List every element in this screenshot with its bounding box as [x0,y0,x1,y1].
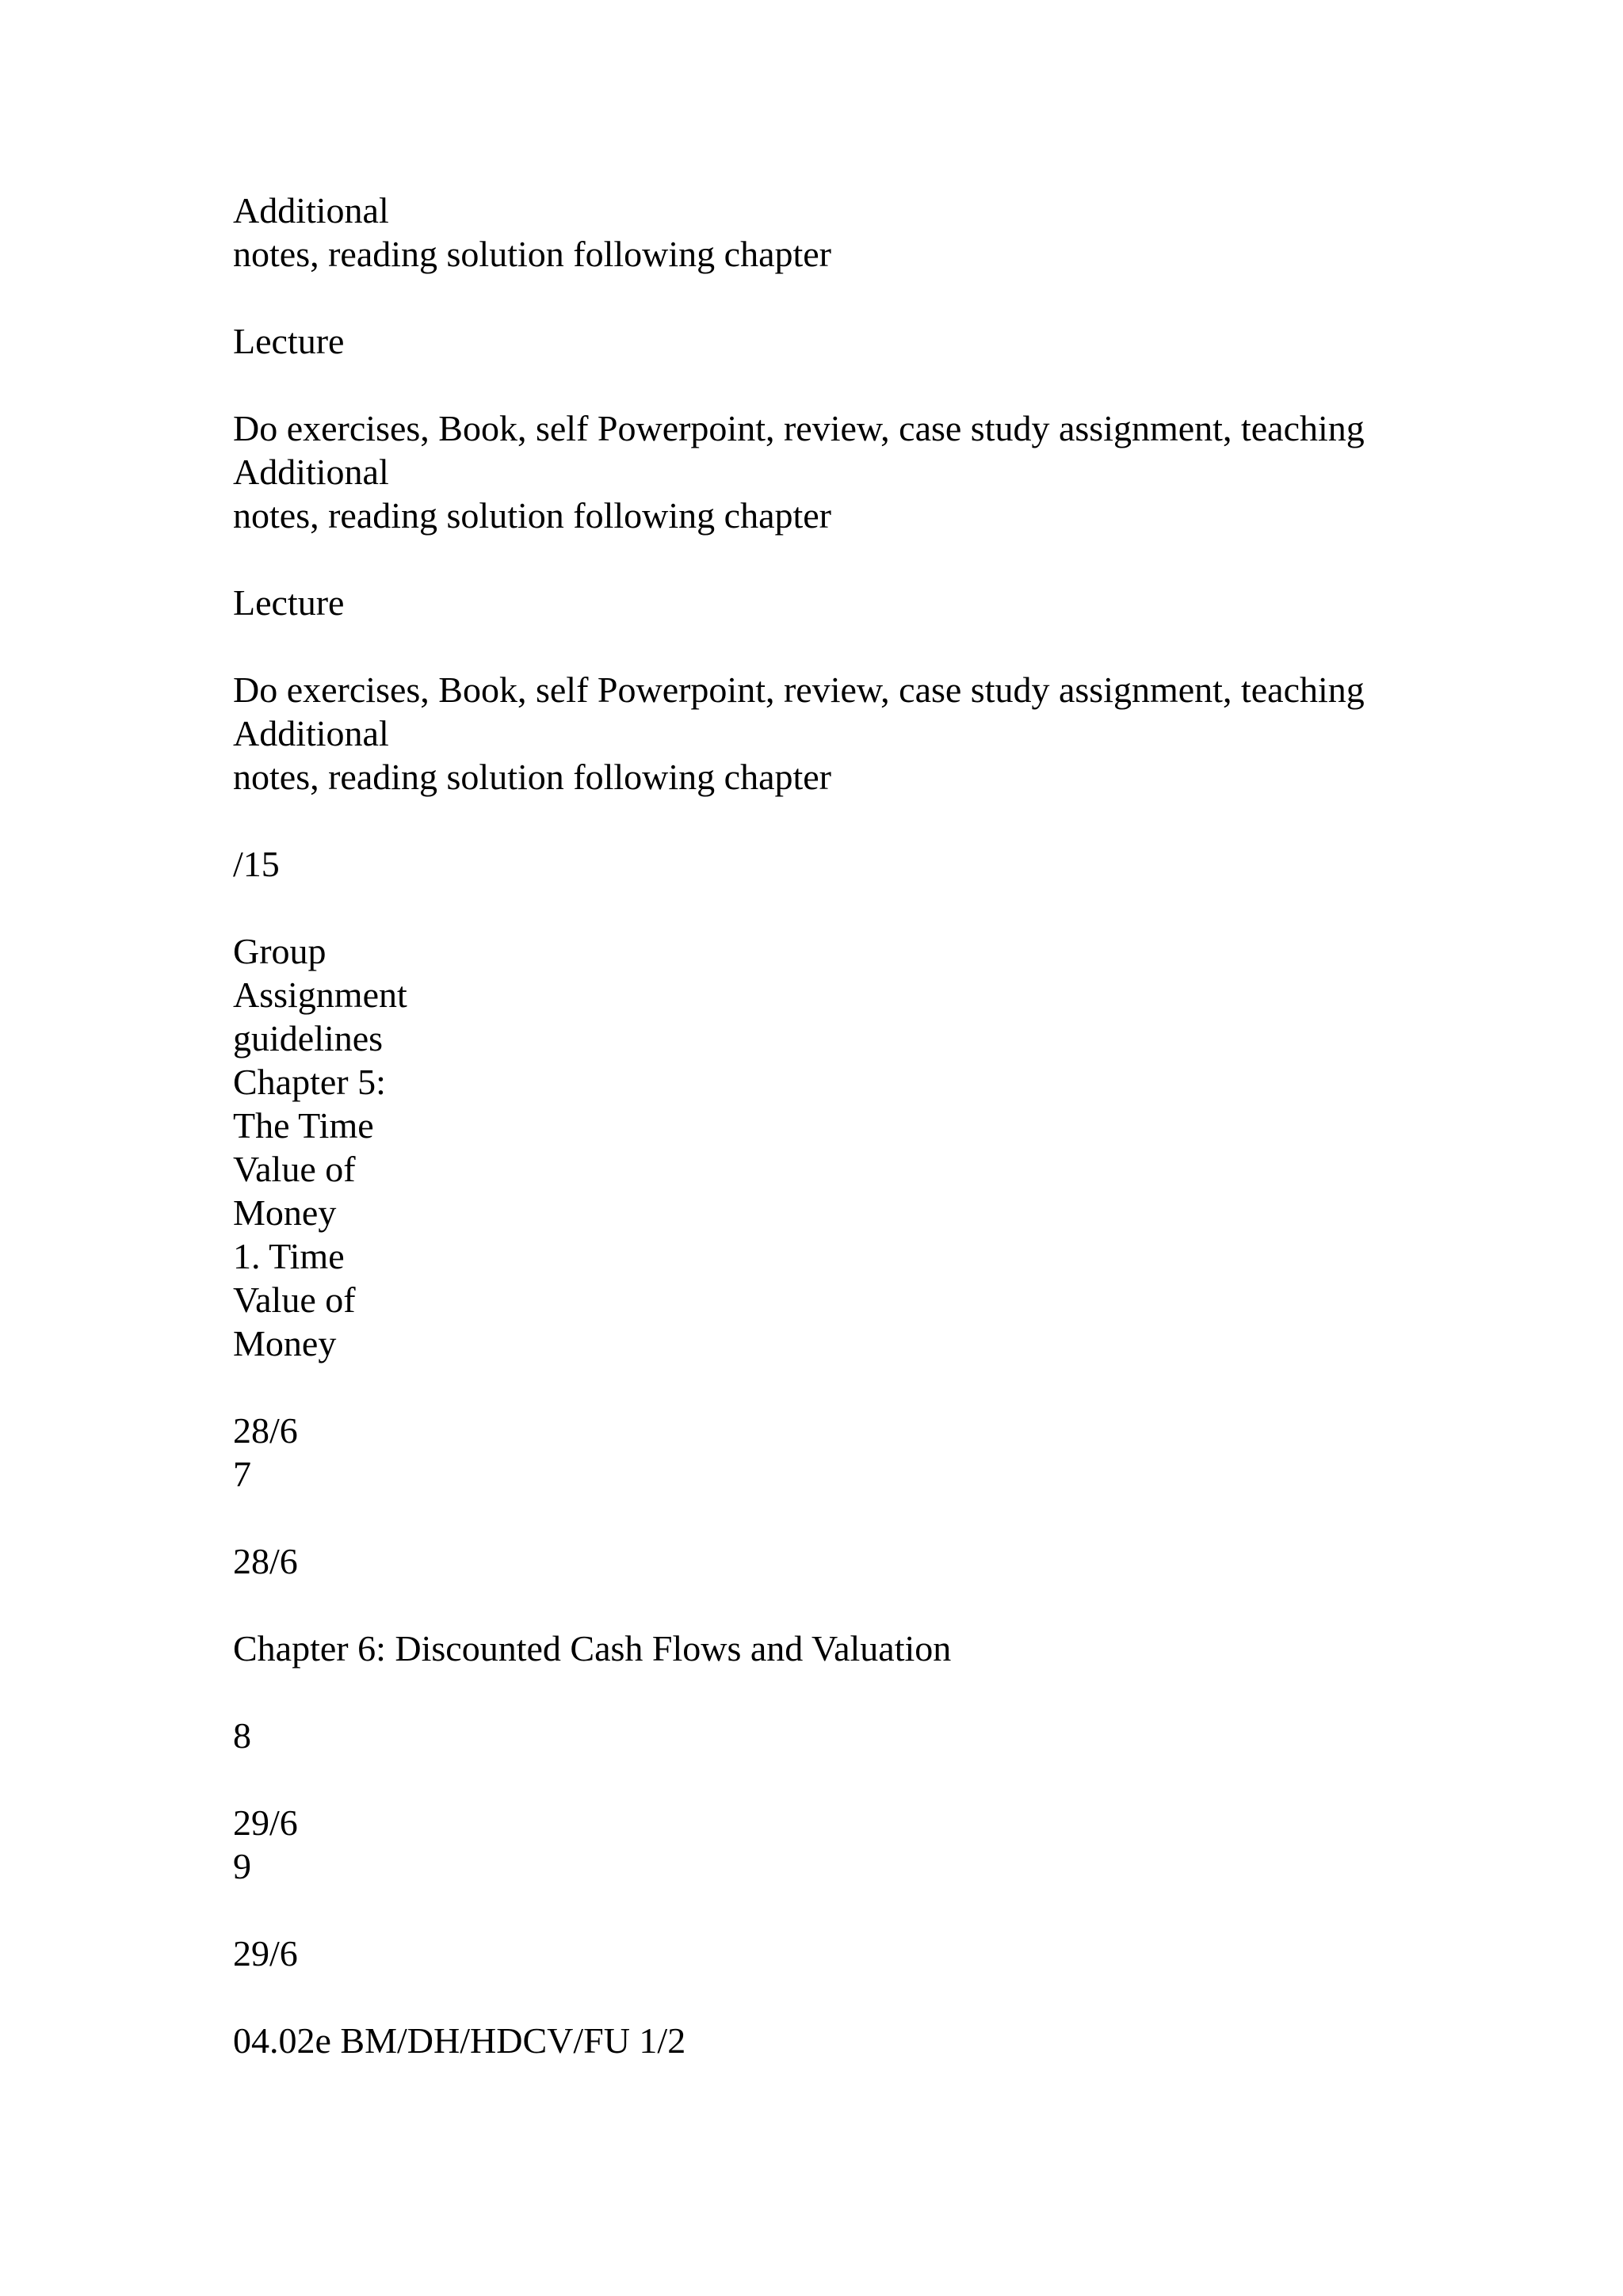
text-line: /15 [233,844,280,884]
text-line: 28/6 [233,1541,298,1581]
text-line: notes, reading solution following chapter [233,234,832,274]
blank-line [233,1583,1580,1627]
text-line: guidelines [233,1018,384,1058]
text-line: 29/6 [233,1802,298,1843]
blank-line [233,1365,1580,1409]
blank-line [233,537,1580,581]
text-line: 29/6 [233,1933,298,1974]
text-line: Money [233,1192,337,1233]
text-line: Money [233,1323,337,1363]
blank-line [233,1670,1580,1714]
text-line: notes, reading solution following chapter [233,495,832,536]
document-code: 04.02e BM/DH/HDCV/FU 1/2 [233,2020,686,2061]
blank-line [233,799,1580,842]
text-line: Assignment [233,974,407,1015]
blank-line [233,624,1580,668]
text-line: The Time [233,1105,374,1146]
text-line: 1. Time [233,1236,345,1276]
text-line: Chapter 5: [233,1062,386,1102]
text-line: 9 [233,1846,251,1886]
text-line: Additional [233,190,389,231]
text-line: 7 [233,1454,251,1494]
text-line: Lecture [233,321,345,361]
document-body [233,189,1580,2062]
text-line: 28/6 [233,1410,298,1451]
text-line: 8 [233,1715,251,1756]
text-line: Lecture [233,582,345,623]
blank-line [233,276,1580,319]
blank-line [233,363,1580,406]
text-line: Do exercises, Book, self Powerpoint, review, case study assignment, teaching [233,669,1365,710]
text-line: Value of [233,1280,356,1320]
blank-line [233,1757,1580,1801]
chapter-heading: Chapter 6: Discounted Cash Flows and Valuation [233,1628,952,1669]
text-line: Additional [233,713,389,753]
text-line: notes, reading solution following chapter [233,757,832,797]
text-line: Group [233,931,327,971]
blank-line [233,886,1580,929]
text-line: Additional [233,452,389,492]
blank-line [233,1496,1580,1539]
blank-line [233,1888,1580,1932]
text-line: Do exercises, Book, self Powerpoint, review, case study assignment, teaching [233,408,1365,448]
text-line: Value of [233,1149,356,1189]
blank-line [233,1975,1580,2019]
